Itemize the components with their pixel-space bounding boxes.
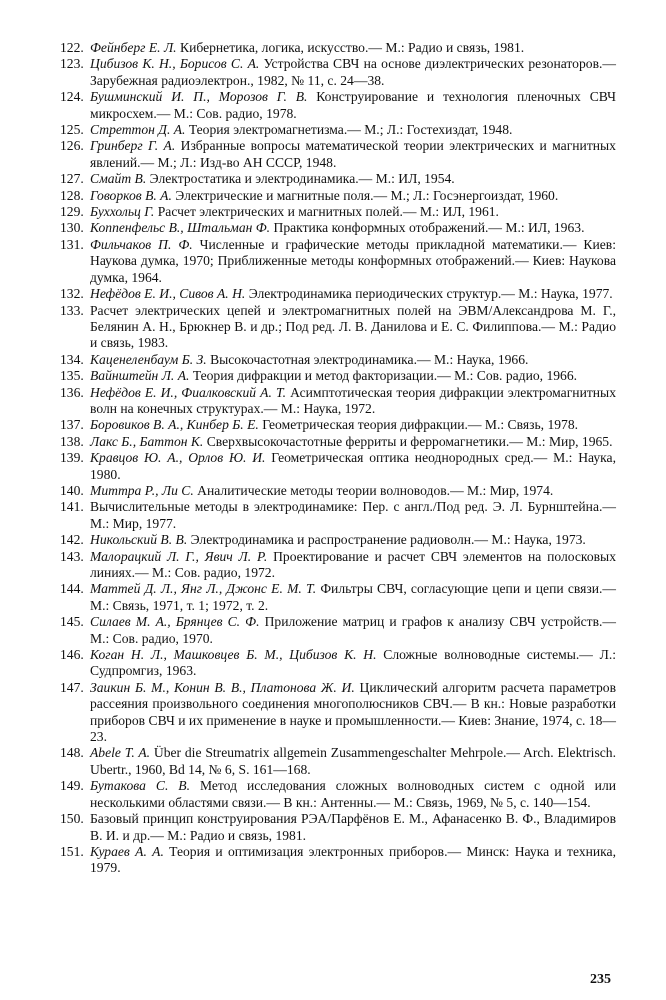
reference-author: Силаев М. А., Брянцев С. Ф. — [90, 614, 260, 630]
reference-body — [90, 581, 616, 614]
reference-text: Асимптотическая теория дифракции электромагнитных волн на конечных структурах.— М.: Наука, 1972. — [90, 384, 616, 416]
reference-author: Вайнштейн Л. А. — [90, 368, 190, 384]
reference-body — [90, 204, 616, 220]
reference-text: Практика конформных отображений.— М.: ИЛ, 1963. — [273, 220, 585, 236]
reference-body — [90, 368, 616, 384]
reference-text: Сверхвысокочастотные ферриты и ферромагнетики.— М.: Мир, 1965. — [206, 433, 613, 449]
reference-item — [60, 204, 616, 220]
reference-text: Сложные волноводные системы.— Л.: Судпромгиз, 1963. — [90, 647, 616, 679]
reference-text: Расчет электрических и магнитных полей.— М.: ИЛ, 1961. — [157, 204, 499, 220]
reference-number: 141. — [60, 499, 84, 515]
reference-author: Коган Н. Л., Машковцев Б. М., Цибизов К. Н. — [90, 647, 377, 663]
reference-item — [60, 368, 616, 384]
reference-body — [90, 745, 616, 778]
reference-text: Конструирование и технология пленочных СВЧ микросхем.— М.: Сов. радио, 1978. — [90, 89, 616, 121]
reference-text: Проектирование и расчет СВЧ элементов на полосковых линиях.— М.: Сов. радио, 1972. — [90, 548, 616, 580]
reference-item — [60, 188, 616, 204]
reference-number: 125. — [60, 122, 84, 138]
reference-body — [90, 647, 616, 680]
reference-body — [90, 532, 616, 548]
reference-number: 127. — [60, 171, 84, 187]
reference-number: 140. — [60, 482, 84, 498]
reference-author: Фильчаков П. Ф. — [90, 236, 193, 252]
reference-number: 138. — [60, 433, 84, 449]
reference-body — [90, 844, 616, 877]
reference-body — [90, 811, 616, 844]
reference-number: 130. — [60, 220, 84, 236]
reference-author: Боровиков В. А., Кинбер Б. Е. — [90, 417, 259, 433]
reference-number: 132. — [60, 286, 84, 302]
reference-number: 122. — [60, 40, 84, 55]
reference-text: Электростатика и электродинамика.— М.: ИЛ, 1954. — [149, 171, 455, 187]
reference-body — [90, 303, 616, 352]
reference-text: Численные и графические методы прикладной математики.— Киев: Наукова думка, 1970; Приближенные методы конформных отображений.— Киев: Наукова думка, 1964. — [90, 236, 616, 285]
reference-text: Вычислительные методы в электродинамике: Пер. с англ./Под ред. Э. Л. Бурнштейна.— М.: Мир, 1977. — [90, 499, 616, 531]
reference-text: Электродинамика периодических структур.— М.: Наука, 1977. — [248, 286, 613, 302]
reference-number: 128. — [60, 187, 84, 203]
reference-list — [60, 40, 616, 877]
reference-item — [60, 56, 616, 89]
reference-body — [90, 499, 616, 532]
reference-item — [60, 352, 616, 368]
reference-item — [60, 647, 616, 680]
reference-author: Цибизов К. Н., Борисов С. А. — [90, 56, 260, 72]
reference-item — [60, 417, 616, 433]
reference-text: Über die Streumatrix allgemein Zusammengeschalter Mehrpole.— Arch. Elektrisch. Ubertr., 1960, Bd 14, № 6, S. 161—168. — [90, 745, 616, 777]
reference-text: Приложение матриц и графов к анализу СВЧ устройств.— М.: Сов. радио, 1970. — [90, 614, 616, 646]
reference-author: Abele T. A. — [90, 745, 151, 761]
reference-number: 134. — [60, 351, 84, 367]
reference-author: Миттра Р., Ли С. — [90, 482, 194, 498]
reference-number: 150. — [60, 811, 84, 827]
reference-body — [90, 549, 616, 582]
reference-item — [60, 40, 616, 56]
reference-number: 146. — [60, 647, 84, 663]
reference-item — [60, 138, 616, 171]
reference-item — [60, 680, 616, 746]
reference-item — [60, 532, 616, 548]
reference-body — [90, 171, 616, 187]
reference-text: Электрические и магнитные поля.— М.; Л.: Госэнергоиздат, 1960. — [175, 187, 559, 203]
reference-body — [90, 220, 616, 236]
reference-number: 145. — [60, 614, 84, 630]
reference-author: Бутакова С. В. — [90, 778, 191, 794]
reference-author: Маттей Д. Л., Янг Л., Джонс Е. М. Т. — [90, 581, 317, 597]
reference-body — [90, 286, 616, 302]
reference-list-page — [60, 40, 616, 877]
reference-text: Теория электромагнетизма.— М.; Л.: Гостехиздат, 1948. — [188, 122, 513, 138]
reference-author: Коппенфельс В., Штальман Ф. — [90, 220, 271, 236]
reference-item — [60, 171, 616, 187]
reference-number: 129. — [60, 204, 84, 220]
reference-text: Фильтры СВЧ, согласующие цепи и цепи связи.— М.: Связь, 1971, т. 1; 1972, т. 2. — [90, 581, 616, 613]
reference-number: 135. — [60, 368, 84, 384]
reference-number: 151. — [60, 843, 84, 859]
reference-body — [90, 40, 616, 56]
page-number: 235 — [590, 972, 611, 987]
reference-text: Геометрическая оптика неоднородных сред.— М.: Наука, 1980. — [90, 450, 616, 482]
reference-text: Теория и оптимизация электронных приборов.— Минск: Наука и техника, 1979. — [90, 843, 616, 876]
reference-number: 136. — [60, 384, 84, 400]
reference-author: Стреттон Д. А. — [90, 122, 186, 138]
reference-number: 124. — [60, 89, 84, 105]
reference-author: Заикин Б. М., Конин В. В., Платонова Ж. И. — [90, 679, 355, 695]
reference-author: Нефёдов Е. И., Фиалковский А. Т. — [90, 384, 287, 400]
reference-body — [90, 778, 616, 811]
reference-body — [90, 56, 616, 89]
reference-item — [60, 220, 616, 236]
reference-body — [90, 680, 616, 746]
reference-item — [60, 450, 616, 483]
reference-number: 142. — [60, 532, 84, 548]
reference-author: Смайт В. — [90, 171, 147, 187]
reference-text: Электродинамика и распространение радиоволн.— М.: Наука, 1973. — [190, 532, 586, 548]
reference-author: Гринберг Г. А. — [90, 138, 176, 154]
reference-body — [90, 614, 616, 647]
reference-number: 148. — [60, 745, 84, 761]
reference-body — [90, 122, 616, 138]
reference-author: Кураев А. А. — [90, 843, 164, 859]
reference-body — [90, 138, 616, 171]
reference-text: Аналитические методы теории волноводов.— М.: Мир, 1974. — [197, 482, 554, 498]
reference-number: 147. — [60, 679, 84, 695]
reference-author: Говорков В. А. — [90, 187, 172, 203]
reference-number: 149. — [60, 778, 84, 794]
reference-item — [60, 844, 616, 877]
reference-number: 123. — [60, 56, 84, 72]
reference-item — [60, 811, 616, 844]
reference-text: Устройства СВЧ на основе диэлектрических резонаторов.— Зарубежная радиоэлектрон., 1982, № 11, с. 24—38. — [90, 56, 616, 88]
reference-item — [60, 581, 616, 614]
reference-item — [60, 122, 616, 138]
reference-text: Высокочастотная электродинамика.— М.: Наука, 1966. — [210, 351, 529, 367]
reference-author: Нефёдов Е. И., Сивов А. Н. — [90, 286, 246, 302]
reference-item — [60, 237, 616, 286]
reference-number: 137. — [60, 417, 84, 433]
reference-item — [60, 778, 616, 811]
reference-body — [90, 237, 616, 286]
reference-number: 133. — [60, 302, 84, 318]
reference-text: Теория дифракции и метод факторизации.— М.: Сов. радио, 1966. — [192, 368, 578, 384]
reference-body — [90, 417, 616, 433]
reference-item — [60, 499, 616, 532]
reference-text: Кибернетика, логика, искусство.— М.: Радио и связь, 1981. — [180, 40, 525, 55]
reference-item — [60, 549, 616, 582]
reference-body — [90, 89, 616, 122]
reference-text: Метод исследования сложных волноводных систем с одной или несколькими областями связи.— В кн.: Антенны.— М.: Связь, 1969, № 5, с. 140—154. — [90, 778, 617, 810]
reference-author: Лакс Б., Баттон К. — [90, 433, 204, 449]
reference-body — [90, 450, 616, 483]
reference-text: Циклический алгоритм расчета параметров рассеяния произвольного соединения многополюсников СВЧ.— В кн.: Новые разработки приборов СВЧ и их применение в науке и промышленности.— Киев: Знание, 1974, с. 18—23. — [90, 679, 616, 745]
reference-author: Фейнберг Е. Л. — [90, 40, 177, 55]
reference-body — [90, 385, 616, 418]
reference-number: 126. — [60, 138, 84, 154]
reference-body — [90, 483, 616, 499]
reference-body — [90, 434, 616, 450]
reference-author: Никольский В. В. — [90, 532, 188, 548]
reference-text: Расчет электрических цепей и электромагнитных полей на ЭВМ/Александрова М. Г., Белянин А. Н., Брюкнер В. и др.; Под ред. Л. В. Данилова и Е. С. Филиппова.— М.: Радио и связь, 1983. — [90, 302, 616, 351]
reference-text: Базовый принцип конструирования РЭА/Парфёнов Е. М., Афанасенко В. Ф., Владимиров В. И. и др.— М.: Радио и связь, 1981. — [90, 811, 616, 843]
reference-item — [60, 434, 616, 450]
reference-author: Бушминский И. П., Морозов Г. В. — [90, 89, 308, 105]
reference-item — [60, 614, 616, 647]
reference-item — [60, 745, 616, 778]
reference-author: Каценеленбаум Б. З. — [90, 351, 207, 367]
reference-text: Геометрическая теория дифракции.— М.: Связь, 1978. — [262, 417, 579, 433]
reference-body — [90, 188, 616, 204]
reference-author: Буххольц Г. — [90, 204, 155, 220]
reference-item — [60, 286, 616, 302]
reference-item — [60, 483, 616, 499]
reference-number: 131. — [60, 236, 84, 252]
reference-item — [60, 303, 616, 352]
reference-number: 143. — [60, 548, 84, 564]
reference-item — [60, 385, 616, 418]
reference-body — [90, 352, 616, 368]
reference-number: 144. — [60, 581, 84, 597]
reference-text: Избранные вопросы математической теории электрических и магнитных явлений.— М.; Л.: Изд-во АН СССР, 1948. — [90, 138, 616, 170]
reference-author: Кравцов Ю. А., Орлов Ю. И. — [90, 450, 266, 466]
reference-number: 139. — [60, 450, 84, 466]
reference-author: Малорацкий Л. Г., Явич Л. Р. — [90, 548, 268, 564]
reference-item — [60, 89, 616, 122]
